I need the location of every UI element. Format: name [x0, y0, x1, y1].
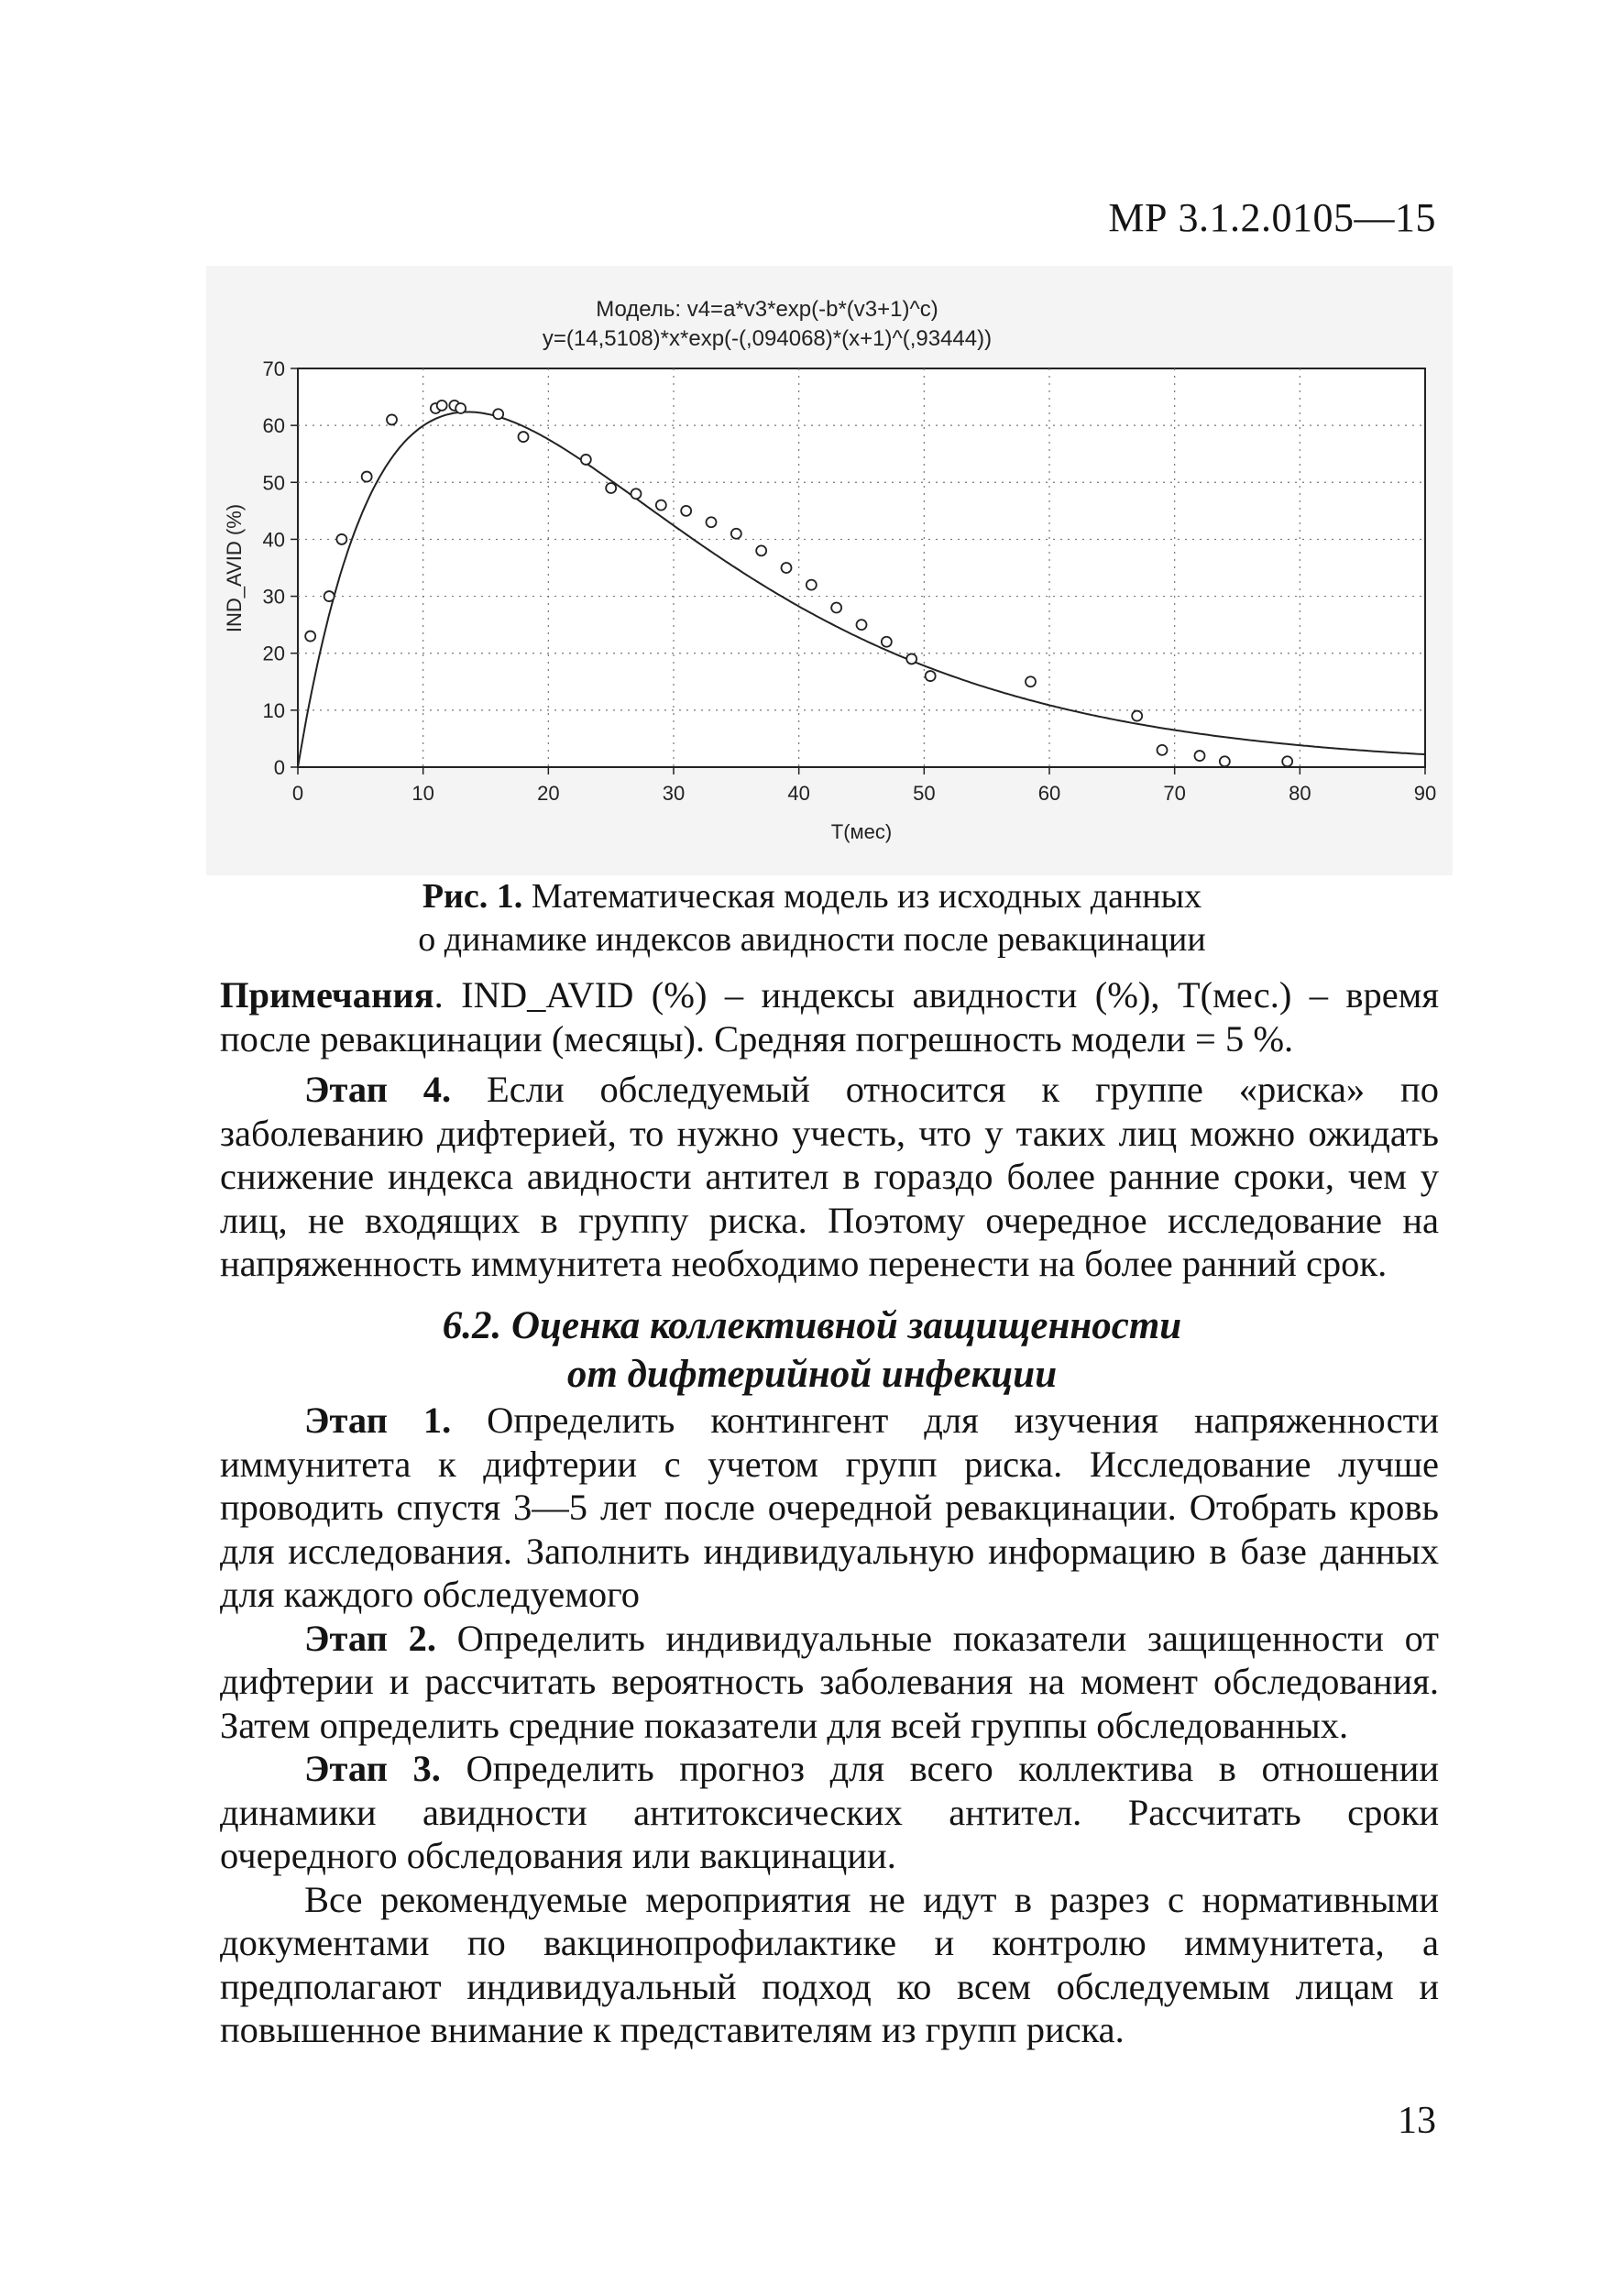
chart-subtitle: y=(14,5108)*x*exp(-(,094068)*(x+1)^(,93444)) — [542, 326, 993, 351]
data-point — [1195, 751, 1205, 761]
section-title-line-1: 6.2. Оценка коллективной защищенности — [442, 1304, 1182, 1347]
stage-2-paragraph — [220, 1617, 1439, 1748]
chart-title: Модель: v4=a*v3*exp(-b*(v3+1)^c) — [596, 297, 938, 322]
data-point — [731, 529, 741, 539]
stage4-label: Этап 4. — [304, 1069, 452, 1110]
notes-label: Примечания — [220, 974, 434, 1016]
notes-text: . IND_AVID (%) – индексы авидности (%), T(мес.) – время после ревакцинации (месяцы). Средняя погрешность модели = 5 %. — [220, 974, 1439, 1060]
data-point — [681, 506, 691, 516]
y-tick-label: 60 — [262, 414, 285, 438]
x-tick-label: 20 — [537, 782, 560, 805]
data-point — [1282, 756, 1292, 766]
figure-chart — [206, 266, 1453, 875]
caption-label: Рис. 1. — [422, 877, 523, 916]
figure-caption — [0, 875, 1624, 961]
data-point — [782, 563, 792, 573]
section-title-line-2: от дифтерийной инфекции — [566, 1353, 1058, 1396]
x-tick-label: 80 — [1289, 782, 1311, 805]
stages-block — [220, 1399, 1439, 2052]
data-point — [324, 591, 335, 601]
document-code: МР 3.1.2.0105—15 — [1108, 195, 1436, 240]
stage4-paragraph — [220, 1068, 1439, 1286]
data-point — [926, 671, 936, 681]
y-tick-label: 50 — [262, 471, 285, 495]
chart-svg — [206, 266, 1453, 875]
data-point — [882, 637, 892, 647]
data-point — [1220, 756, 1230, 766]
data-point — [906, 653, 916, 664]
y-axis-label: IND_AVID (%) — [223, 503, 246, 633]
closing-paragraph: Все рекомендуемые мероприятия не идут в разрез с нормативными документами по вакцинопрофилактике и контролю иммунитета, а предполагают индивидуальный подход ко всем обследуемым лицам и повышенное внимание к представителям из групп риска. — [220, 1878, 1439, 2050]
data-point — [807, 580, 817, 590]
data-point — [831, 603, 841, 613]
data-point — [455, 403, 466, 413]
stage-3-text: Определить прогноз для всего коллектива в отношении динамики авидности антитоксических антител. Рассчитать сроки очередного обследования или вакцинации. — [220, 1748, 1439, 1876]
page-number: 13 — [1398, 2100, 1436, 2142]
stage-2-label: Этап 2. — [304, 1617, 436, 1659]
data-point — [362, 472, 372, 482]
stage-1-text: Определить контингент для изучения напряженности иммунитета к дифтерии с учетом групп риска. Исследование лучше проводить спустя 3—5 лет после очередной ревакцинации. Отобрать кровь для исследования. Заполнить индивидуальную информацию в базе данных для каждого обследуемого — [220, 1400, 1439, 1615]
x-tick-label: 30 — [662, 782, 686, 805]
data-point — [519, 432, 529, 442]
stage-2-text: Определить индивидуальные показатели защищенности от дифтерии и рассчитать вероятность заболевания на момент обследования. Затем определить средние показатели для всей группы обследованных. — [220, 1617, 1439, 1746]
data-point — [437, 401, 447, 411]
caption-text-1: Математическая модель из исходных данных — [531, 877, 1202, 916]
x-tick-label: 70 — [1163, 782, 1186, 805]
y-tick-label: 70 — [262, 357, 285, 380]
y-tick-label: 40 — [262, 528, 285, 552]
data-point — [1158, 745, 1168, 755]
caption-line-1 — [0, 875, 1624, 918]
notes-paragraph — [220, 973, 1439, 1060]
section-heading — [0, 1301, 1624, 1399]
stage-1-paragraph — [220, 1399, 1439, 1617]
y-tick-label: 20 — [262, 642, 285, 665]
data-point — [656, 500, 666, 511]
x-tick-label: 50 — [913, 782, 936, 805]
y-tick-label: 30 — [262, 585, 285, 609]
data-point — [857, 620, 867, 630]
data-point — [581, 455, 591, 465]
x-tick-label: 60 — [1037, 782, 1061, 805]
data-point — [336, 534, 346, 544]
data-point — [305, 631, 315, 642]
data-point — [387, 414, 397, 424]
x-tick-label: 90 — [1413, 782, 1437, 805]
x-tick-label: 0 — [291, 782, 304, 805]
stage-1-label: Этап 1. — [304, 1400, 452, 1441]
data-point — [756, 545, 766, 555]
data-point — [1132, 711, 1142, 721]
y-tick-label: 0 — [273, 756, 285, 779]
x-tick-label: 40 — [787, 782, 810, 805]
data-point — [493, 409, 503, 419]
x-tick-label: 10 — [411, 782, 434, 805]
x-axis-label: T(мес) — [830, 820, 893, 843]
data-point — [606, 483, 616, 493]
data-point — [707, 517, 717, 527]
stage-3-label: Этап 3. — [304, 1748, 441, 1789]
plot-frame — [298, 368, 1425, 767]
data-point — [1026, 676, 1036, 686]
stage-3-paragraph — [220, 1747, 1439, 1878]
y-tick-label: 10 — [262, 698, 285, 722]
stage4-text: Если обследуемый относится к группе «риска» по заболеванию дифтерией, то нужно учесть, что у таких лиц можно ожидать снижение индекса авидности антител в гораздо более ранние сроки, чем у лиц, не входящих в группу риска. Поэтому очередное исследование на напряженность иммунитета необходимо перенести на более ранний срок. — [220, 1069, 1439, 1284]
data-point — [631, 489, 642, 499]
caption-line-2: о динамике индексов авидности после ревакцинации — [418, 920, 1206, 959]
